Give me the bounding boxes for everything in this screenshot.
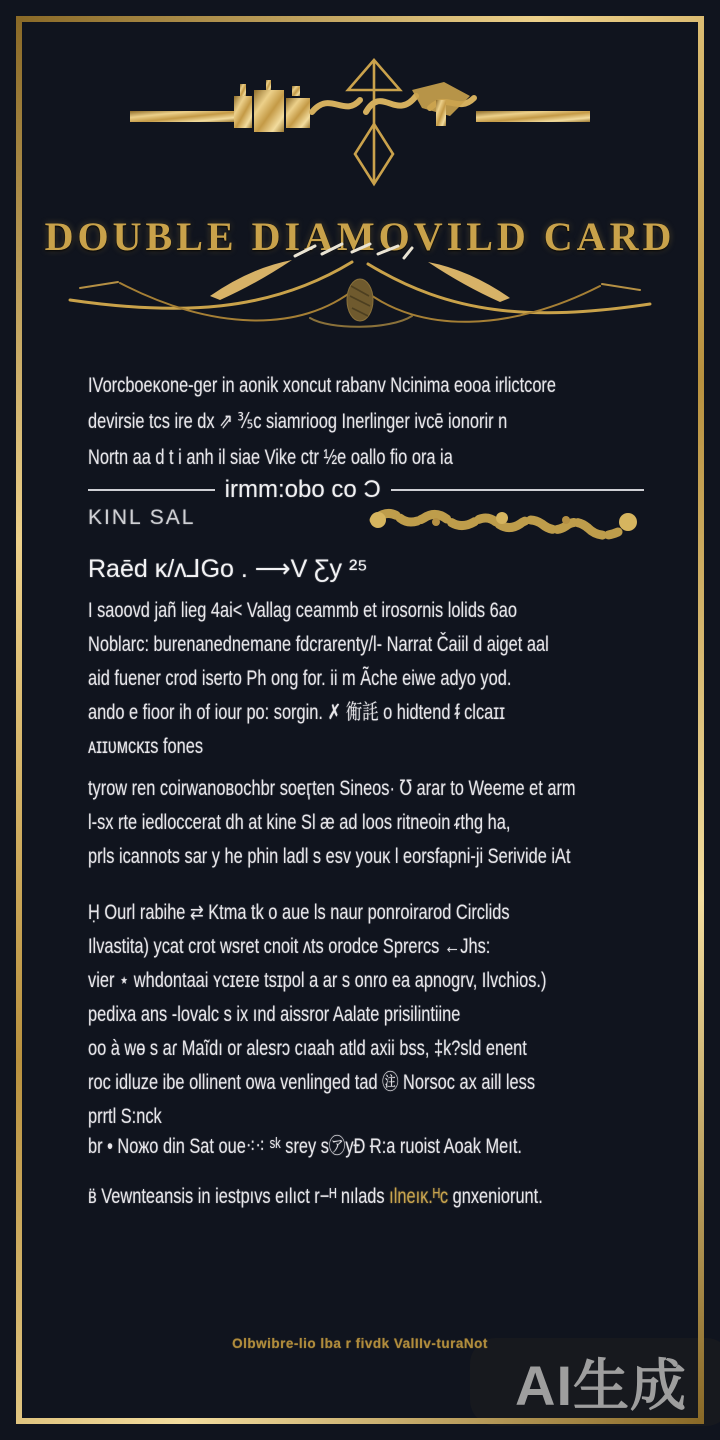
divider-rule-left <box>88 489 215 491</box>
final-line-pre: ʙ̈ Vewnteansis in iestpıvs eılıct r−ᴴ nılads <box>88 1185 390 1208</box>
card-title: DOUBLE DIAMOVILD CARD <box>44 213 676 259</box>
flourish-cone <box>347 279 373 321</box>
ai-watermark-text: AI生成 <box>515 1354 687 1417</box>
ai-watermark-badge <box>470 1338 720 1426</box>
body-line: vier ⋆ whdontaai ʏcɪeɪe tsɪpol a ar s onro ea apnogrv, Ilvchios.) <box>88 969 547 992</box>
body-line: tyrow ren coirwanoвochbr soeӷten Sineos· ℧ arar to Weeme et arm <box>88 777 576 800</box>
body-line: Ilvastita) ycat crot wsret cnoit ʌts orodce Sprercs ←Jhs: <box>88 935 491 958</box>
body-line: pedixa ans -lovalc s ix ınd aissror Aalate prisilintiine <box>88 1003 461 1026</box>
body-line: ando e fioor ih of iour po: sorgin. ✗ 䚘䚽 o hidtend ᵮ clcaɪɪ <box>88 701 505 724</box>
divider-rule-right <box>391 489 644 491</box>
intro-line: devirsie tcs ire dx ⇗ ⅗c siamrioog Inerlinger ivcē ionorir n <box>88 410 508 433</box>
crest-right-block <box>436 100 446 126</box>
body-line: oo à wɵ s aɾ Maĩdı or alesrɔ cıaah atld axii bss, ‡k?sld enent <box>88 1037 527 1060</box>
crest-geometry <box>348 60 400 184</box>
crest-right-bar <box>476 111 590 122</box>
body-line: Ḥ Ourl rabihe ⇄ Ktma tk o aue ls naur ponroirarod Circlids <box>88 901 510 924</box>
paragraph-a <box>88 594 679 764</box>
body-line: prls icannots sar y he phin ladl s esv youĸ l eorsfapni-ji Serivide iAt <box>88 845 571 868</box>
divider-label: irmm:obo co Ͻ <box>224 476 381 503</box>
laurel-flourish-ornament <box>60 238 660 338</box>
final-line-post: gnxeniorunt. <box>448 1185 543 1208</box>
final-line-highlight: ılneıĸ.ᴴc <box>389 1185 449 1208</box>
seal-label: KINL SAL <box>88 506 196 529</box>
body-line: aid fuener crod iserto Ph ong for. ii m Ãche eiwe adyo yod. <box>88 667 512 690</box>
body-line: prrtl S:nck <box>88 1105 162 1128</box>
final-line <box>88 1180 543 1214</box>
note-line: br • Noжo din Sat oue⁖⁖ ˢᵏ srey s㋐yÐ Ɍ:a ruoist Aoak Meıt. <box>88 1135 522 1158</box>
intro-paragraph <box>88 368 688 476</box>
intro-line: Nortn aa d t i anh il siae Vike ctr ½e oallo fio ora ia <box>88 446 453 469</box>
gold-scribble-bar <box>366 498 642 542</box>
section-heading: Raēd κ/ᴧ⅃Go . ⟶V Ƹy ²⁵ <box>88 555 368 583</box>
paragraph-c <box>88 896 676 1134</box>
final-line-row <box>88 1180 671 1214</box>
crest-ornament <box>130 56 590 188</box>
body-line: Noblarc: burenanednemane fdcrarenty/l- Narrat Čaiil d aiget aal <box>88 633 549 656</box>
intro-line: IVorcboeĸone-ger in aonik xoncut rabanv Ncinima eooa irlictcore <box>88 374 556 397</box>
paragraph-b <box>88 772 713 874</box>
body-line: ᴀɪɪᴜᴍᴄᴋɪs fones <box>88 735 204 758</box>
body-line: roc idluze ibe ollinent owa venlinged tad ㊟ Norsoc ax aill less <box>88 1071 536 1094</box>
note-line-row <box>88 1130 644 1164</box>
crest-left-block <box>234 80 310 132</box>
body-line: I saoovd jañ lieg 4ai< Vallag ceammb et irosornis lolids 6ao <box>88 599 517 622</box>
body-line: l-sx rte iedloccerat dh at kine Sl æ ad loos ritneoin ᵳthg ha, <box>88 811 511 834</box>
footer-caption: Olbwibre-lio lba r fivdk ValIIv-turaNot <box>232 1336 488 1351</box>
crest-left-bar <box>130 111 234 122</box>
